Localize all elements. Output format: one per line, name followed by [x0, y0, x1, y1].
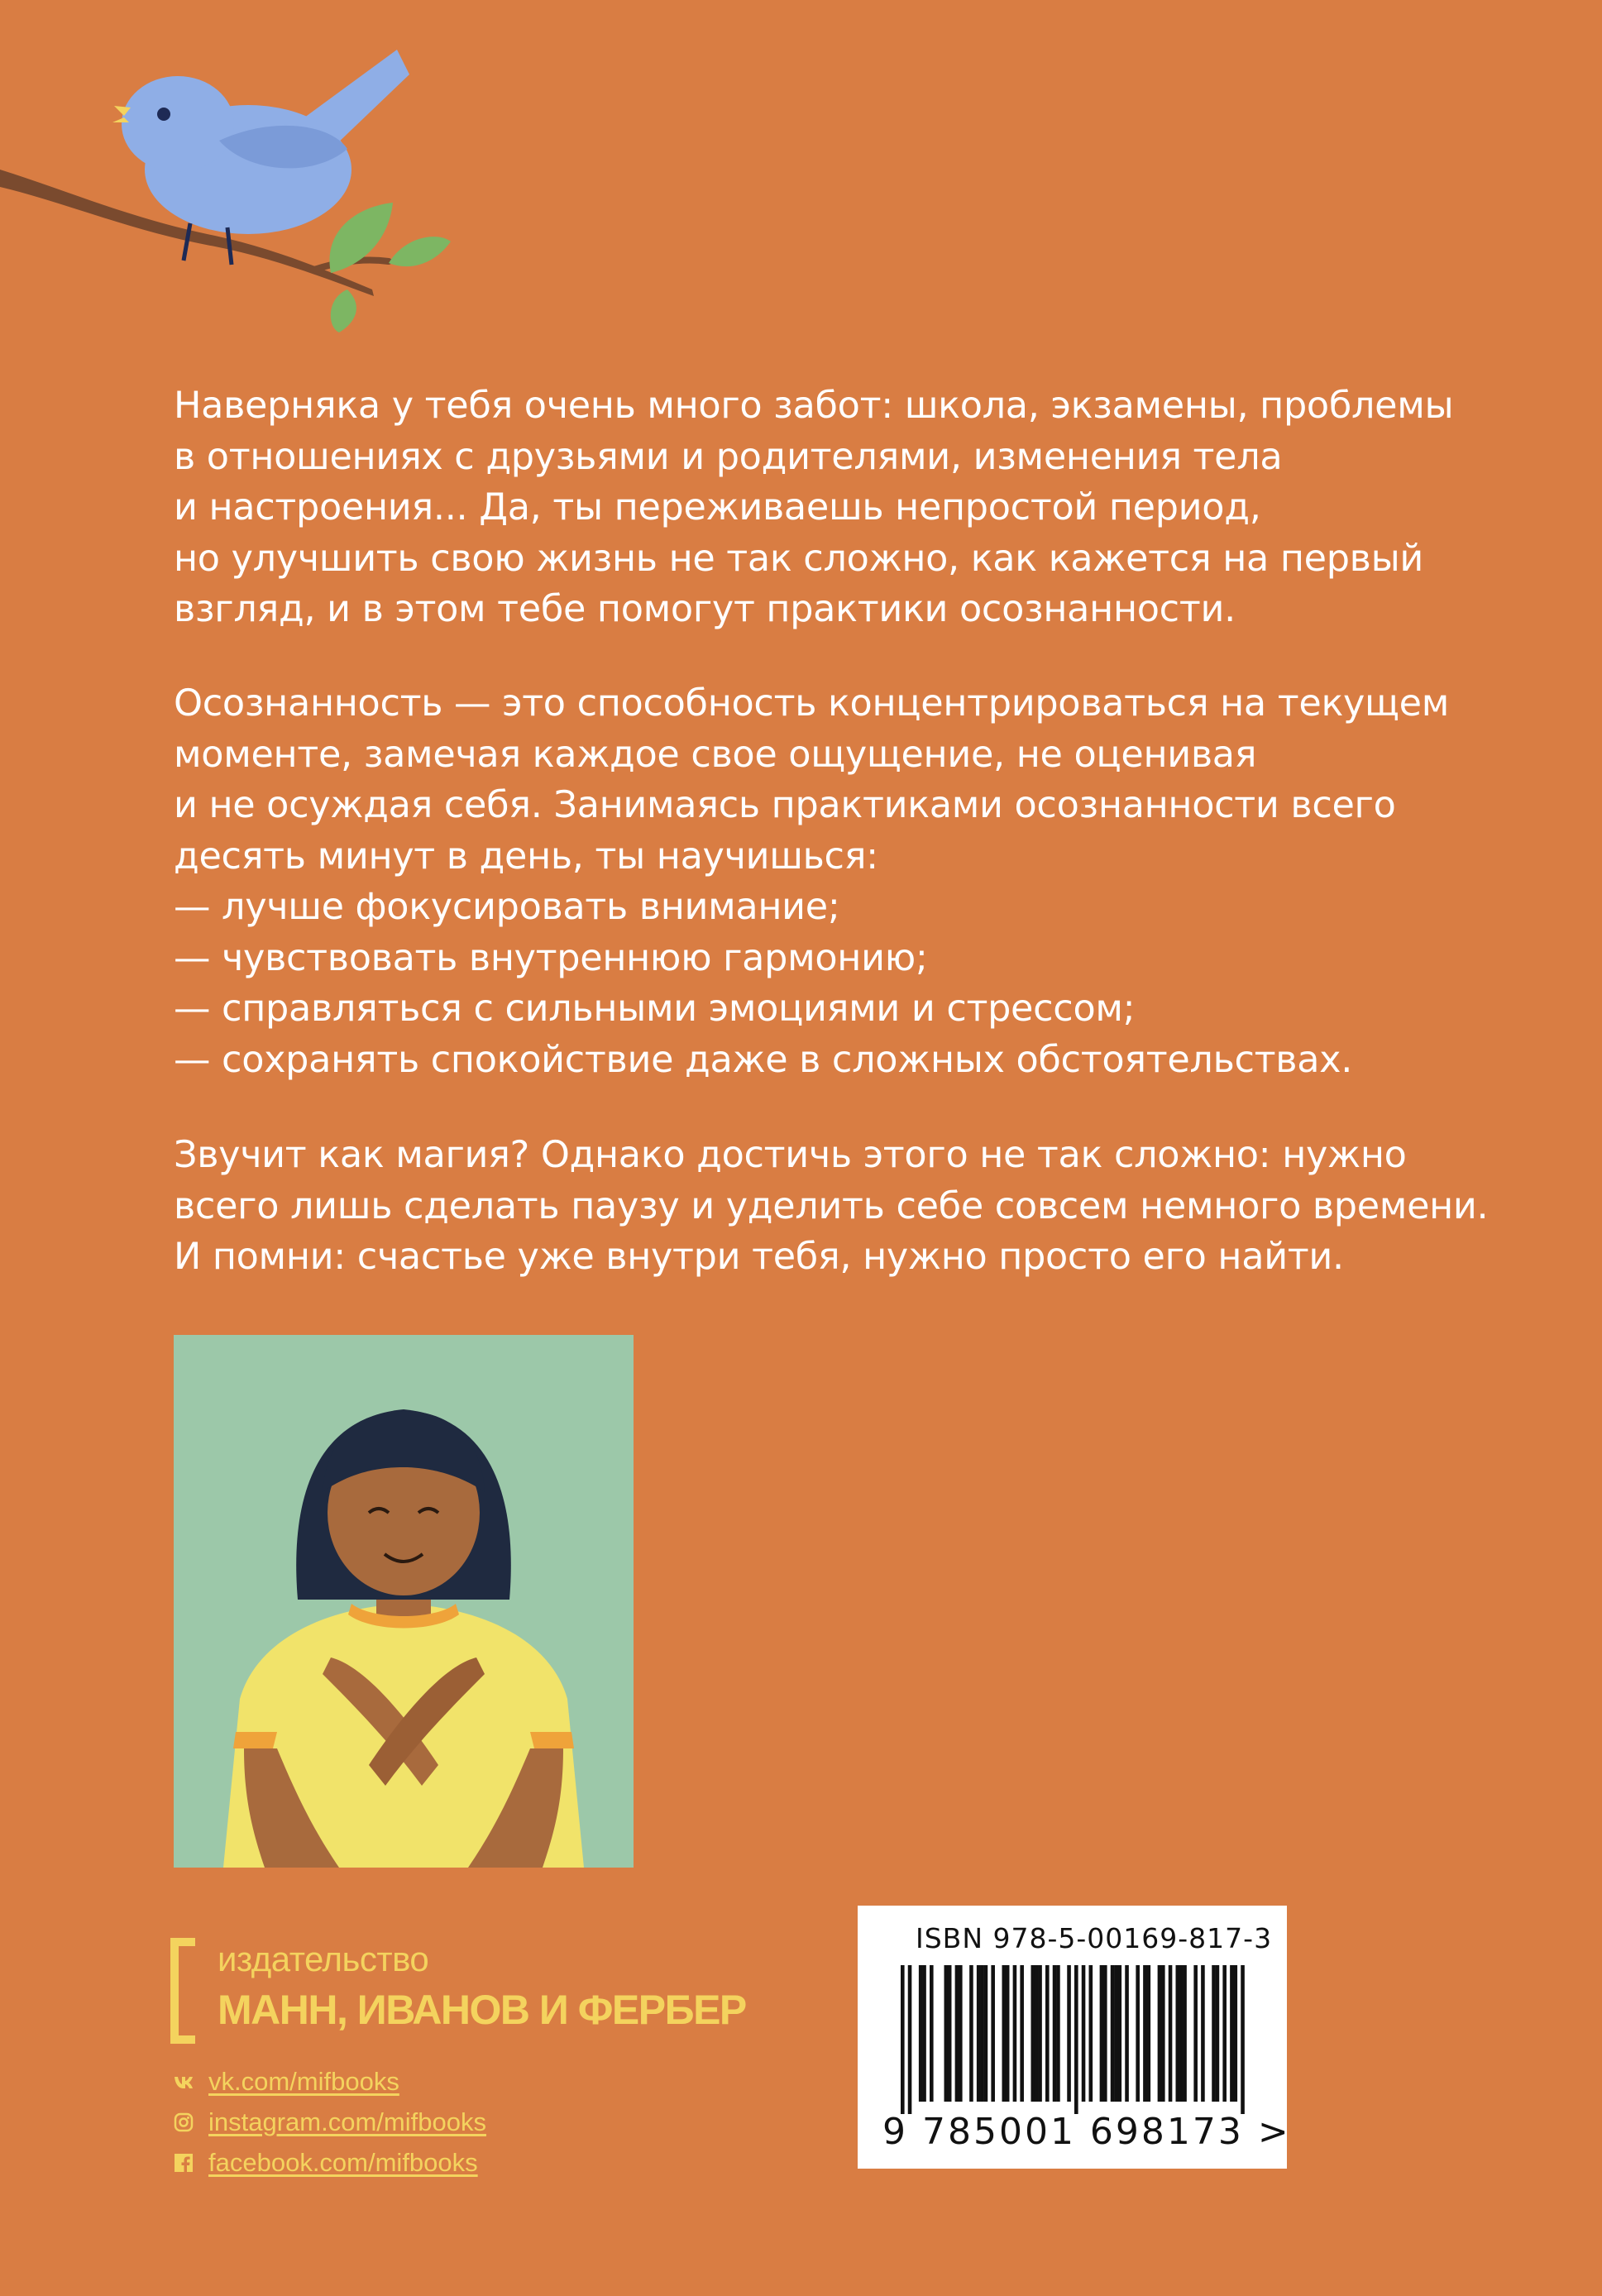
vk-link-text[interactable]: vk.com/mifbooks — [208, 2066, 399, 2096]
publisher-logo — [170, 1938, 749, 2045]
text-line: но улучшить свою жизнь не так сложно, как кажется на первый — [174, 537, 1424, 580]
vk-icon — [174, 2072, 194, 2092]
intro-paragraph — [174, 380, 1464, 635]
isbn-barcode — [858, 1906, 1291, 2169]
list-item: — справляться с сильными эмоциями и стрессом; — [174, 988, 1136, 1030]
publisher-label: издательство — [218, 1940, 429, 1978]
list-item: — лучше фокусировать внимание; — [174, 886, 840, 928]
girl-portrait-illustration — [174, 1335, 634, 1868]
text-line: и не осуждая себя. Занимаясь практиками осознанности всего — [174, 784, 1396, 826]
isbn-number: ISBN 978-5-00169-817-3 — [916, 1922, 1273, 1954]
instagram-link-text[interactable]: instagram.com/mifbooks — [208, 2107, 486, 2136]
publisher-name: МАНН, ИВАНОВ И ФЕРБЕР — [218, 1987, 746, 2033]
text-line: И помни: счастье уже внутри тебя, нужно просто его найти. — [174, 1236, 1344, 1278]
text-line: всего лишь сделать паузу и уделить себе совсем немного времени. — [174, 1184, 1489, 1227]
facebook-icon — [174, 2153, 194, 2173]
text-line: в отношениях с друзьями и родителями, изменения тела — [174, 435, 1283, 478]
social-links — [174, 2061, 486, 2183]
facebook-link-text[interactable]: facebook.com/mifbooks — [208, 2147, 478, 2177]
social-link-facebook[interactable] — [174, 2142, 486, 2183]
text-line: десять минут в день, ты научишься: — [174, 835, 878, 878]
text-line: Наверняка у тебя очень много забот: школа, экзамены, проблемы — [174, 385, 1454, 427]
bracket-icon — [170, 1938, 195, 2044]
barcode-bars — [901, 1965, 1248, 2114]
text-line: Осознанность — это способность концентрироваться на текущем — [174, 682, 1450, 725]
bird-illustration — [0, 25, 463, 356]
social-link-vk[interactable] — [174, 2061, 486, 2102]
closing-paragraph — [174, 1130, 1489, 1283]
text-line: моменте, замечая каждое свое ощущение, не оценивая — [174, 733, 1257, 776]
list-item: — чувствовать внутреннюю гармонию; — [174, 936, 928, 979]
mindfulness-paragraph — [174, 678, 1464, 1085]
instagram-icon — [174, 2112, 194, 2132]
social-link-instagram[interactable] — [174, 2102, 486, 2142]
text-line: и настроения... Да, ты переживаешь непростой период, — [174, 486, 1261, 529]
text-line: взгляд, и в этом тебе помогут практики осознанности. — [174, 588, 1236, 630]
list-item: — сохранять спокойствие даже в сложных обстоятельствах. — [174, 1038, 1353, 1081]
ean-number: 9 785001 698173 > — [882, 2111, 1291, 2153]
text-line: Звучит как магия? Однако достичь этого не так сложно: нужно — [174, 1134, 1407, 1176]
